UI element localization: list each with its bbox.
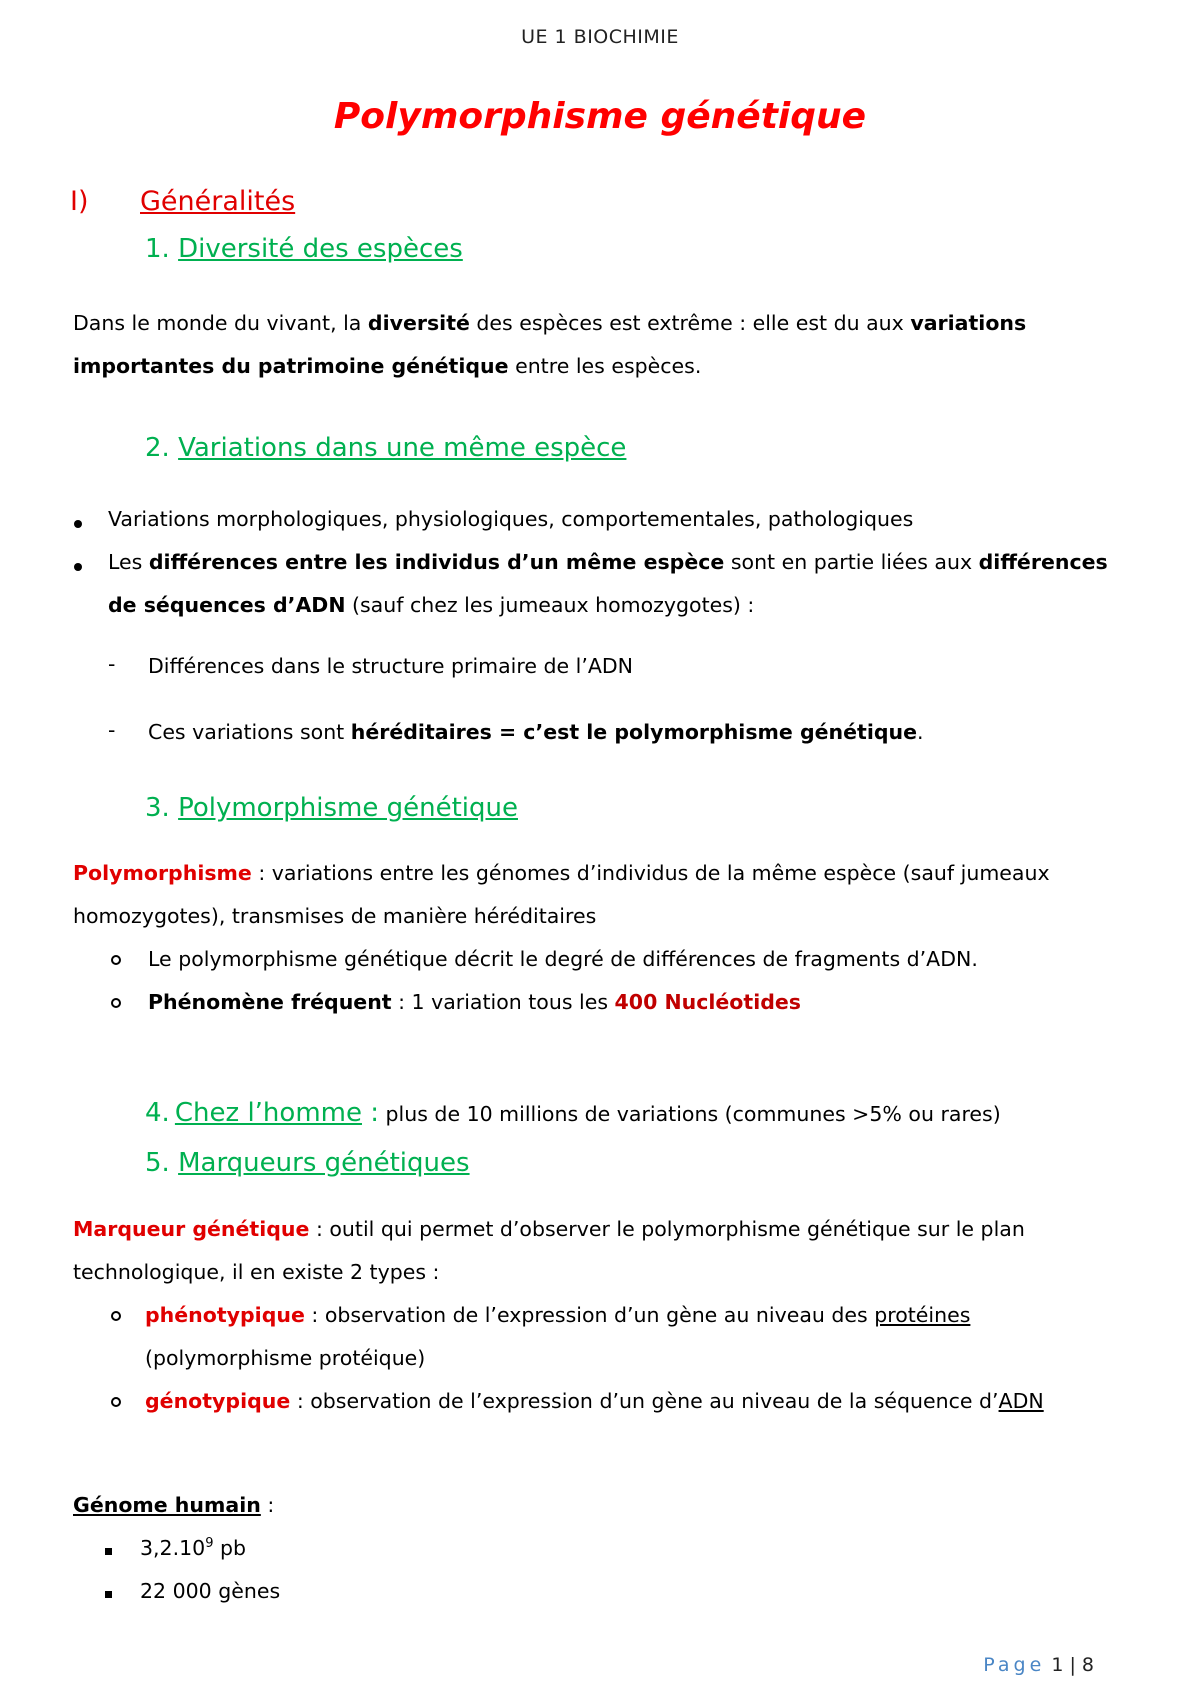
genome-item: [140, 1527, 246, 1570]
dash-bullet-icon: -: [108, 718, 116, 742]
text: Les: [108, 550, 149, 574]
section-heading-3: [145, 793, 518, 823]
term-text: Polymorphisme: [73, 861, 252, 885]
section-number: 2.: [145, 433, 170, 463]
page-footer: [983, 1654, 1094, 1676]
paragraph-line: [73, 302, 1026, 345]
paragraph-line: [73, 895, 596, 938]
text: Le polymorphisme génétique décrit le degré de différences de fragments d’ADN.: [148, 947, 978, 971]
bold-text: différences: [978, 550, 1108, 574]
bold-text: de séquences d’ADN: [108, 593, 346, 617]
circle-bullet-icon: [111, 1397, 121, 1407]
square-bullet-icon: [105, 1591, 112, 1598]
paragraph-line: [73, 1251, 439, 1294]
term-text: phénotypique: [145, 1303, 305, 1327]
bullet-icon: [74, 563, 82, 571]
circle-bullet-item: [148, 981, 801, 1024]
part-label: Généralités: [140, 186, 296, 217]
section-title: Chez l’homme: [174, 1098, 362, 1128]
paragraph-line: [73, 345, 701, 388]
text: Ces variations sont: [148, 720, 351, 744]
bold-text: Phénomène fréquent: [148, 990, 392, 1014]
page-number: 1 | 8: [1051, 1654, 1094, 1676]
circle-bullet-item-continuation: [145, 1337, 425, 1380]
paragraph-line: [73, 852, 1050, 895]
bullet-item: [108, 498, 913, 541]
section-title: Polymorphisme génétique: [178, 793, 518, 823]
text: sont en partie liées aux: [724, 550, 979, 574]
section-number: 3.: [145, 793, 170, 823]
text: 3,2.10: [140, 1536, 206, 1560]
text: Différences dans le structure primaire de l’ADN: [148, 654, 633, 678]
bold-text: variations: [910, 311, 1027, 335]
text: Variations morphologiques, physiologiques, comportementales, pathologiques: [108, 507, 914, 531]
text: 22 000 gènes: [140, 1579, 281, 1603]
section-inline-text: plus de 10 millions de variations (communes >5% ou rares): [379, 1102, 1001, 1126]
bold-text: héréditaires = c’est le polymorphisme génétique: [350, 720, 918, 744]
circle-bullet-icon: [111, 1311, 121, 1321]
text: (polymorphisme protéique): [145, 1346, 426, 1370]
bold-text: différences entre les individus d’un même espèce: [148, 550, 725, 574]
text: homozygotes), transmises de manière héréditaires: [73, 904, 597, 928]
text: : observation de l’expression d’un gène au niveau de la séquence d’: [290, 1389, 999, 1413]
bold-text: importantes du patrimoine génétique: [73, 354, 509, 378]
circle-bullet-icon: [111, 955, 121, 965]
text: .: [917, 720, 924, 744]
text: Dans le monde du vivant, la: [73, 311, 368, 335]
text: : outil qui permet d’observer le polymorphisme génétique sur le plan: [309, 1217, 1025, 1241]
dash-item: [148, 718, 924, 746]
circle-bullet-item: [145, 1294, 970, 1337]
section-heading-4: [145, 1098, 1001, 1128]
circle-bullet-item: [145, 1380, 1044, 1423]
document-header: UE 1 BIOCHIMIE: [521, 26, 679, 48]
section-heading-1: [145, 234, 463, 264]
term-text: Marqueur génétique: [73, 1217, 310, 1241]
section-heading-5: [145, 1148, 470, 1178]
genome-item: [140, 1570, 280, 1613]
exponent: 9: [205, 1536, 214, 1552]
section-number: 5.: [145, 1148, 170, 1178]
section-number: 4.: [145, 1098, 170, 1128]
square-bullet-icon: [105, 1548, 112, 1555]
text: entre les espèces.: [508, 354, 702, 378]
circle-bullet-item: [148, 938, 978, 981]
bullet-item-continuation: [108, 584, 754, 627]
page-title: Polymorphisme génétique: [333, 96, 867, 137]
highlight-text: 400 Nucléotides: [614, 990, 801, 1014]
section-title: Marqueurs génétiques: [178, 1148, 470, 1178]
underlined-text: ADN: [998, 1389, 1044, 1413]
section-heading-2: [145, 433, 626, 463]
section-colon: :: [361, 1098, 380, 1128]
section-number: 1.: [145, 234, 170, 264]
part-number: I): [70, 186, 89, 217]
text: :: [260, 1493, 275, 1517]
dash-bullet-icon: -: [108, 652, 116, 676]
text: technologique, il en existe 2 types :: [73, 1260, 440, 1284]
bullet-icon: [74, 520, 82, 528]
text: pb: [213, 1536, 247, 1560]
bold-underlined-text: Génome humain: [73, 1493, 261, 1517]
text: des espèces est extrême : elle est du aux: [469, 311, 911, 335]
term-text: génotypique: [145, 1389, 291, 1413]
section-title: Diversité des espèces: [178, 234, 463, 264]
part-heading-1: [70, 186, 470, 222]
text: (sauf chez les jumeaux homozygotes) :: [345, 593, 755, 617]
bullet-item: [108, 541, 1108, 584]
text: : variations entre les génomes d’individus de la même espèce (sauf jumeaux: [251, 861, 1050, 885]
dash-item: [148, 652, 633, 680]
text: : observation de l’expression d’un gène au niveau des: [304, 1303, 875, 1327]
bold-text: diversité: [367, 311, 470, 335]
text: : 1 variation tous les: [391, 990, 615, 1014]
section-title: Variations dans une même espèce: [178, 433, 627, 463]
circle-bullet-icon: [111, 998, 121, 1008]
page-label: Page: [983, 1654, 1046, 1676]
paragraph-line: [73, 1208, 1025, 1251]
genome-heading: [73, 1484, 274, 1527]
underlined-text: protéines: [874, 1303, 971, 1327]
